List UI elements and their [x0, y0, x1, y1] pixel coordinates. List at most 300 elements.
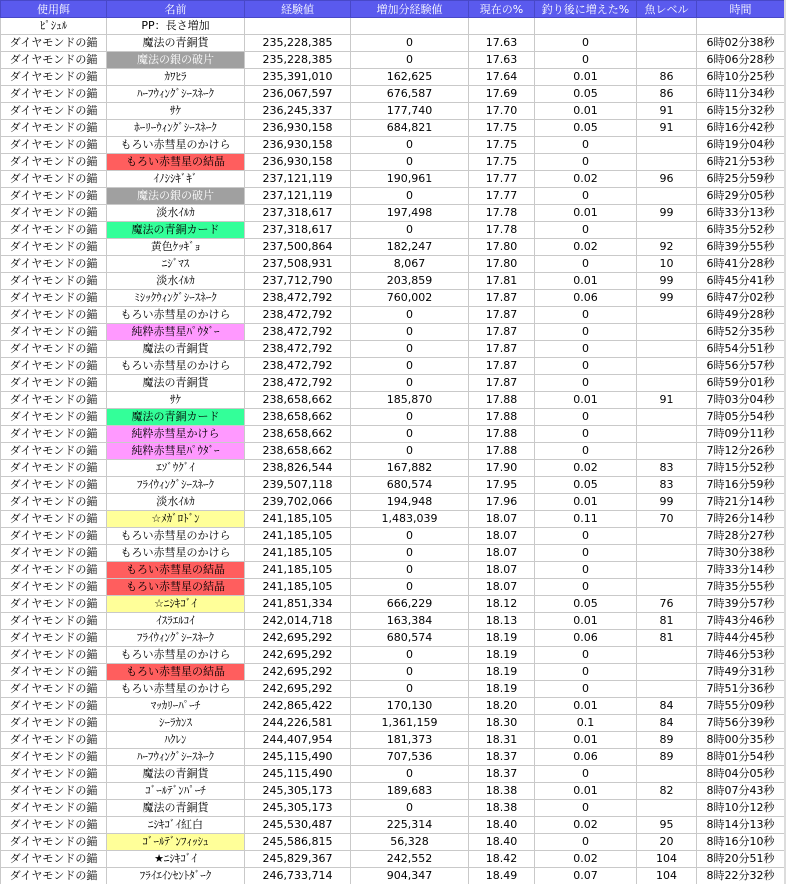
cell-increase-percent[interactable]: 0.11: [535, 511, 637, 528]
cell-name[interactable]: もろい赤彗星の結晶: [107, 562, 245, 579]
cell-increase-percent[interactable]: 0.01: [535, 392, 637, 409]
cell-current-percent[interactable]: 18.19: [469, 681, 535, 698]
cell-time[interactable]: [697, 18, 785, 35]
cell-name[interactable]: 純粋赤彗星ﾊﾟｳﾀﾞｰ: [107, 324, 245, 341]
cell-lure[interactable]: ダイヤモンドの錨: [1, 358, 107, 375]
cell-name[interactable]: もろい赤彗星のかけら: [107, 307, 245, 324]
cell-experience[interactable]: 238,472,792: [245, 307, 351, 324]
cell-increase-percent[interactable]: 0: [535, 256, 637, 273]
cell-increase-percent[interactable]: 0: [535, 579, 637, 596]
cell-current-percent[interactable]: 17.78: [469, 205, 535, 222]
cell-time[interactable]: 6時41分28秒: [697, 256, 785, 273]
cell-fish-level[interactable]: [637, 137, 697, 154]
cell-experience[interactable]: 238,472,792: [245, 341, 351, 358]
cell-current-percent[interactable]: 18.40: [469, 817, 535, 834]
cell-increase-percent[interactable]: 0: [535, 562, 637, 579]
cell-experience[interactable]: 245,530,487: [245, 817, 351, 834]
cell-gained-experience[interactable]: 0: [351, 426, 469, 443]
cell-increase-percent[interactable]: 0: [535, 35, 637, 52]
cell-lure[interactable]: ダイヤモンドの錨: [1, 324, 107, 341]
cell-gained-experience[interactable]: 707,536: [351, 749, 469, 766]
cell-name[interactable]: ﾌﾗｲｳｨﾝｸﾞｼｰｽﾈｰｸ: [107, 477, 245, 494]
cell-lure[interactable]: ダイヤモンドの錨: [1, 851, 107, 868]
cell-name[interactable]: ｻｹ: [107, 392, 245, 409]
cell-fish-level[interactable]: 91: [637, 392, 697, 409]
cell-fish-level[interactable]: 82: [637, 783, 697, 800]
cell-name[interactable]: もろい赤彗星のかけら: [107, 647, 245, 664]
cell-time[interactable]: 6時49分28秒: [697, 307, 785, 324]
cell-increase-percent[interactable]: 0: [535, 341, 637, 358]
cell-lure[interactable]: ダイヤモンドの錨: [1, 545, 107, 562]
cell-experience[interactable]: 241,185,105: [245, 528, 351, 545]
cell-experience[interactable]: 238,472,792: [245, 324, 351, 341]
cell-fish-level[interactable]: [637, 35, 697, 52]
cell-lure[interactable]: ダイヤモンドの錨: [1, 69, 107, 86]
cell-lure[interactable]: ダイヤモンドの錨: [1, 834, 107, 851]
cell-increase-percent[interactable]: 0.02: [535, 851, 637, 868]
cell-name[interactable]: もろい赤彗星の結晶: [107, 664, 245, 681]
cell-fish-level[interactable]: [637, 766, 697, 783]
cell-fish-level[interactable]: [637, 324, 697, 341]
cell-current-percent[interactable]: 18.19: [469, 630, 535, 647]
cell-lure[interactable]: ダイヤモンドの錨: [1, 613, 107, 630]
cell-name[interactable]: 黄色ｹｯｷﾞｮ: [107, 239, 245, 256]
cell-increase-percent[interactable]: 0: [535, 834, 637, 851]
cell-increase-percent[interactable]: 0: [535, 188, 637, 205]
cell-fish-level[interactable]: 91: [637, 103, 697, 120]
cell-gained-experience[interactable]: 197,498: [351, 205, 469, 222]
cell-lure[interactable]: ダイヤモンドの錨: [1, 732, 107, 749]
cell-current-percent[interactable]: 17.77: [469, 188, 535, 205]
cell-time[interactable]: 6時47分02秒: [697, 290, 785, 307]
cell-name[interactable]: 魔法の青銅貨: [107, 35, 245, 52]
cell-time[interactable]: 7時12分26秒: [697, 443, 785, 460]
cell-lure[interactable]: ダイヤモンドの錨: [1, 137, 107, 154]
cell-gained-experience[interactable]: 684,821: [351, 120, 469, 137]
cell-name[interactable]: ｲｽﾗｴﾙｺｲ: [107, 613, 245, 630]
cell-name[interactable]: 魔法の銀の破片: [107, 188, 245, 205]
cell-experience[interactable]: 237,318,617: [245, 205, 351, 222]
cell-lure[interactable]: ダイヤモンドの錨: [1, 494, 107, 511]
cell-fish-level[interactable]: 104: [637, 851, 697, 868]
cell-name[interactable]: 魔法の青銅貨: [107, 375, 245, 392]
cell-lure[interactable]: ダイヤモンドの錨: [1, 409, 107, 426]
cell-current-percent[interactable]: 17.69: [469, 86, 535, 103]
cell-current-percent[interactable]: 18.19: [469, 664, 535, 681]
cell-lure[interactable]: ダイヤモンドの錨: [1, 715, 107, 732]
cell-time[interactable]: 8時22分32秒: [697, 868, 785, 884]
cell-experience[interactable]: 237,712,790: [245, 273, 351, 290]
cell-lure[interactable]: ダイヤモンドの錨: [1, 205, 107, 222]
cell-time[interactable]: 6時59分01秒: [697, 375, 785, 392]
cell-increase-percent[interactable]: 0.06: [535, 749, 637, 766]
cell-time[interactable]: 6時21分53秒: [697, 154, 785, 171]
cell-name[interactable]: 純粋赤彗星かけら: [107, 426, 245, 443]
cell-fish-level[interactable]: 91: [637, 120, 697, 137]
cell-time[interactable]: 7時33分14秒: [697, 562, 785, 579]
cell-time[interactable]: 8時16分10秒: [697, 834, 785, 851]
cell-current-percent[interactable]: 18.40: [469, 834, 535, 851]
cell-fish-level[interactable]: 99: [637, 273, 697, 290]
cell-fish-level[interactable]: [637, 443, 697, 460]
cell-experience[interactable]: 245,586,815: [245, 834, 351, 851]
cell-current-percent[interactable]: 18.31: [469, 732, 535, 749]
cell-name[interactable]: 魔法の銀の破片: [107, 52, 245, 69]
cell-increase-percent[interactable]: 0.01: [535, 783, 637, 800]
cell-time[interactable]: 6時29分05秒: [697, 188, 785, 205]
header-increase-percent[interactable]: 釣り後に増えた%: [535, 1, 637, 18]
cell-increase-percent[interactable]: 0: [535, 222, 637, 239]
cell-experience[interactable]: 236,930,158: [245, 120, 351, 137]
cell-experience[interactable]: 237,121,119: [245, 171, 351, 188]
cell-fish-level[interactable]: [637, 409, 697, 426]
cell-time[interactable]: 6時54分51秒: [697, 341, 785, 358]
cell-gained-experience[interactable]: 0: [351, 681, 469, 698]
cell-lure[interactable]: ダイヤモンドの錨: [1, 443, 107, 460]
cell-time[interactable]: 7時39分57秒: [697, 596, 785, 613]
cell-name[interactable]: 魔法の青銅貨: [107, 800, 245, 817]
cell-increase-percent[interactable]: 0: [535, 800, 637, 817]
cell-name[interactable]: ﾏｯｶﾘｰﾊﾟｰﾁ: [107, 698, 245, 715]
cell-fish-level[interactable]: 86: [637, 86, 697, 103]
cell-experience[interactable]: 237,318,617: [245, 222, 351, 239]
cell-experience[interactable]: 238,658,662: [245, 426, 351, 443]
cell-lure[interactable]: ダイヤモンドの錨: [1, 273, 107, 290]
cell-increase-percent[interactable]: [535, 18, 637, 35]
cell-current-percent[interactable]: 17.87: [469, 324, 535, 341]
cell-lure[interactable]: ダイヤモンドの錨: [1, 630, 107, 647]
cell-increase-percent[interactable]: 0.02: [535, 239, 637, 256]
cell-experience[interactable]: 244,407,954: [245, 732, 351, 749]
cell-current-percent[interactable]: 18.07: [469, 579, 535, 596]
cell-time[interactable]: 7時44分45秒: [697, 630, 785, 647]
cell-current-percent[interactable]: 18.12: [469, 596, 535, 613]
cell-gained-experience[interactable]: 0: [351, 358, 469, 375]
cell-fish-level[interactable]: 89: [637, 732, 697, 749]
cell-fish-level[interactable]: 99: [637, 205, 697, 222]
cell-lure[interactable]: ダイヤモンドの錨: [1, 290, 107, 307]
cell-lure[interactable]: ダイヤモンドの錨: [1, 783, 107, 800]
cell-gained-experience[interactable]: 0: [351, 324, 469, 341]
cell-gained-experience[interactable]: 225,314: [351, 817, 469, 834]
cell-experience[interactable]: 236,245,337: [245, 103, 351, 120]
cell-name[interactable]: ☆ﾆｼｷｺﾞｲ: [107, 596, 245, 613]
cell-time[interactable]: 8時07分43秒: [697, 783, 785, 800]
cell-increase-percent[interactable]: 0.05: [535, 86, 637, 103]
cell-increase-percent[interactable]: 0.02: [535, 460, 637, 477]
cell-increase-percent[interactable]: 0.01: [535, 613, 637, 630]
cell-lure[interactable]: ﾋﾟｼｭﾙ: [1, 18, 107, 35]
cell-fish-level[interactable]: 95: [637, 817, 697, 834]
header-current-percent[interactable]: 現在の%: [469, 1, 535, 18]
cell-time[interactable]: 7時09分11秒: [697, 426, 785, 443]
cell-fish-level[interactable]: 99: [637, 290, 697, 307]
cell-time[interactable]: 6時16分42秒: [697, 120, 785, 137]
cell-gained-experience[interactable]: 185,870: [351, 392, 469, 409]
cell-increase-percent[interactable]: 0: [535, 154, 637, 171]
cell-current-percent[interactable]: 17.95: [469, 477, 535, 494]
cell-name[interactable]: ﾆｼﾞﾏｽ: [107, 256, 245, 273]
cell-lure[interactable]: ダイヤモンドの錨: [1, 698, 107, 715]
cell-increase-percent[interactable]: 0: [535, 409, 637, 426]
cell-time[interactable]: 7時21分14秒: [697, 494, 785, 511]
cell-current-percent[interactable]: 17.75: [469, 154, 535, 171]
cell-fish-level[interactable]: 81: [637, 613, 697, 630]
cell-lure[interactable]: ダイヤモンドの錨: [1, 375, 107, 392]
cell-time[interactable]: 7時26分14秒: [697, 511, 785, 528]
cell-experience[interactable]: 245,305,173: [245, 800, 351, 817]
cell-current-percent[interactable]: 17.88: [469, 392, 535, 409]
cell-lure[interactable]: ダイヤモンドの錨: [1, 35, 107, 52]
cell-experience[interactable]: 241,185,105: [245, 511, 351, 528]
cell-gained-experience[interactable]: 0: [351, 800, 469, 817]
cell-fish-level[interactable]: [637, 579, 697, 596]
cell-increase-percent[interactable]: 0.01: [535, 103, 637, 120]
cell-time[interactable]: 7時55分09秒: [697, 698, 785, 715]
cell-fish-level[interactable]: 70: [637, 511, 697, 528]
cell-experience[interactable]: 238,658,662: [245, 409, 351, 426]
cell-gained-experience[interactable]: 0: [351, 766, 469, 783]
cell-gained-experience[interactable]: 680,574: [351, 630, 469, 647]
cell-current-percent[interactable]: 18.07: [469, 511, 535, 528]
cell-experience[interactable]: 244,226,581: [245, 715, 351, 732]
cell-experience[interactable]: 235,228,385: [245, 52, 351, 69]
cell-gained-experience[interactable]: 0: [351, 154, 469, 171]
cell-increase-percent[interactable]: 0: [535, 681, 637, 698]
cell-lure[interactable]: ダイヤモンドの錨: [1, 171, 107, 188]
cell-fish-level[interactable]: [637, 426, 697, 443]
cell-fish-level[interactable]: [637, 681, 697, 698]
cell-experience[interactable]: 238,472,792: [245, 358, 351, 375]
cell-current-percent[interactable]: 17.88: [469, 443, 535, 460]
cell-experience[interactable]: 246,733,714: [245, 868, 351, 884]
cell-time[interactable]: 8時20分51秒: [697, 851, 785, 868]
cell-fish-level[interactable]: 76: [637, 596, 697, 613]
cell-time[interactable]: 6時15分32秒: [697, 103, 785, 120]
cell-increase-percent[interactable]: 0: [535, 307, 637, 324]
cell-lure[interactable]: ダイヤモンドの錨: [1, 681, 107, 698]
cell-name[interactable]: もろい赤彗星の結晶: [107, 579, 245, 596]
cell-increase-percent[interactable]: 0: [535, 528, 637, 545]
cell-lure[interactable]: ダイヤモンドの錨: [1, 426, 107, 443]
cell-lure[interactable]: ダイヤモンドの錨: [1, 800, 107, 817]
cell-increase-percent[interactable]: 0.06: [535, 630, 637, 647]
cell-increase-percent[interactable]: 0: [535, 52, 637, 69]
cell-experience[interactable]: 242,865,422: [245, 698, 351, 715]
cell-experience[interactable]: 236,930,158: [245, 154, 351, 171]
cell-current-percent[interactable]: 17.75: [469, 120, 535, 137]
cell-experience[interactable]: 241,185,105: [245, 562, 351, 579]
cell-gained-experience[interactable]: 163,384: [351, 613, 469, 630]
cell-fish-level[interactable]: 83: [637, 460, 697, 477]
cell-fish-level[interactable]: 83: [637, 477, 697, 494]
cell-time[interactable]: 6時33分13秒: [697, 205, 785, 222]
cell-fish-level[interactable]: [637, 341, 697, 358]
cell-experience[interactable]: 238,826,544: [245, 460, 351, 477]
cell-current-percent[interactable]: 17.63: [469, 35, 535, 52]
cell-increase-percent[interactable]: 0: [535, 647, 637, 664]
cell-name[interactable]: ﾊｰﾌｳｨﾝｸﾞｼｰｽﾈｰｸ: [107, 749, 245, 766]
cell-current-percent[interactable]: 17.77: [469, 171, 535, 188]
cell-gained-experience[interactable]: 0: [351, 188, 469, 205]
cell-current-percent[interactable]: 17.75: [469, 137, 535, 154]
cell-time[interactable]: 6時56分57秒: [697, 358, 785, 375]
cell-name[interactable]: 淡水ｲﾙｶ: [107, 494, 245, 511]
cell-increase-percent[interactable]: 0: [535, 358, 637, 375]
cell-experience[interactable]: 238,472,792: [245, 375, 351, 392]
cell-name[interactable]: もろい赤彗星のかけら: [107, 358, 245, 375]
cell-current-percent[interactable]: 17.78: [469, 222, 535, 239]
cell-name[interactable]: ﾌﾗｲｳｨﾝｸﾞｼｰｽﾈｰｸ: [107, 630, 245, 647]
cell-fish-level[interactable]: 96: [637, 171, 697, 188]
cell-experience[interactable]: 235,228,385: [245, 35, 351, 52]
cell-current-percent[interactable]: 18.20: [469, 698, 535, 715]
cell-fish-level[interactable]: 84: [637, 698, 697, 715]
cell-name[interactable]: もろい赤彗星のかけら: [107, 137, 245, 154]
cell-time[interactable]: 6時25分59秒: [697, 171, 785, 188]
cell-time[interactable]: 7時16分59秒: [697, 477, 785, 494]
cell-increase-percent[interactable]: 0.01: [535, 698, 637, 715]
cell-increase-percent[interactable]: 0.01: [535, 205, 637, 222]
cell-gained-experience[interactable]: 189,683: [351, 783, 469, 800]
cell-gained-experience[interactable]: 181,373: [351, 732, 469, 749]
cell-experience[interactable]: 239,507,118: [245, 477, 351, 494]
cell-experience[interactable]: 242,695,292: [245, 664, 351, 681]
cell-gained-experience[interactable]: 1,483,039: [351, 511, 469, 528]
cell-lure[interactable]: ダイヤモンドの錨: [1, 222, 107, 239]
cell-increase-percent[interactable]: 0.1: [535, 715, 637, 732]
cell-fish-level[interactable]: 89: [637, 749, 697, 766]
cell-gained-experience[interactable]: 0: [351, 664, 469, 681]
cell-lure[interactable]: ダイヤモンドの錨: [1, 766, 107, 783]
cell-increase-percent[interactable]: 0: [535, 426, 637, 443]
cell-gained-experience[interactable]: 162,625: [351, 69, 469, 86]
cell-experience[interactable]: 245,829,367: [245, 851, 351, 868]
cell-gained-experience[interactable]: 8,067: [351, 256, 469, 273]
cell-name[interactable]: 魔法の青銅カード: [107, 409, 245, 426]
cell-fish-level[interactable]: 99: [637, 494, 697, 511]
cell-fish-level[interactable]: 84: [637, 715, 697, 732]
cell-increase-percent[interactable]: 0.06: [535, 290, 637, 307]
cell-lure[interactable]: ダイヤモンドの錨: [1, 477, 107, 494]
cell-time[interactable]: 8時10分12秒: [697, 800, 785, 817]
cell-current-percent[interactable]: 18.37: [469, 766, 535, 783]
cell-increase-percent[interactable]: 0: [535, 766, 637, 783]
cell-fish-level[interactable]: [637, 800, 697, 817]
cell-current-percent[interactable]: 17.96: [469, 494, 535, 511]
cell-gained-experience[interactable]: 0: [351, 562, 469, 579]
cell-experience[interactable]: 238,472,792: [245, 290, 351, 307]
cell-name[interactable]: もろい赤彗星の結晶: [107, 154, 245, 171]
cell-gained-experience[interactable]: 1,361,159: [351, 715, 469, 732]
cell-gained-experience[interactable]: 0: [351, 375, 469, 392]
cell-fish-level[interactable]: [637, 307, 697, 324]
cell-lure[interactable]: ダイヤモンドの錨: [1, 511, 107, 528]
cell-lure[interactable]: ダイヤモンドの錨: [1, 154, 107, 171]
cell-current-percent[interactable]: 17.87: [469, 290, 535, 307]
header-time[interactable]: 時間: [697, 1, 785, 18]
cell-experience[interactable]: 242,014,718: [245, 613, 351, 630]
cell-gained-experience[interactable]: 0: [351, 52, 469, 69]
cell-lure[interactable]: ダイヤモンドの錨: [1, 460, 107, 477]
cell-gained-experience[interactable]: 0: [351, 35, 469, 52]
cell-gained-experience[interactable]: [351, 18, 469, 35]
cell-name[interactable]: ｻｹ: [107, 103, 245, 120]
cell-time[interactable]: 7時35分55秒: [697, 579, 785, 596]
header-fish-level[interactable]: 魚レベル: [637, 1, 697, 18]
cell-name[interactable]: ﾐｼｯｸｳｨﾝｸﾞｼｰｽﾈｰｸ: [107, 290, 245, 307]
cell-name[interactable]: もろい赤彗星のかけら: [107, 528, 245, 545]
cell-current-percent[interactable]: 18.38: [469, 800, 535, 817]
cell-current-percent[interactable]: 18.07: [469, 545, 535, 562]
cell-current-percent[interactable]: 17.87: [469, 358, 535, 375]
cell-name[interactable]: ｼｰﾗｶﾝｽ: [107, 715, 245, 732]
cell-increase-percent[interactable]: 0.01: [535, 273, 637, 290]
cell-increase-percent[interactable]: 0.05: [535, 120, 637, 137]
cell-increase-percent[interactable]: 0: [535, 375, 637, 392]
cell-name[interactable]: ﾊｰﾌｳｨﾝｸﾞｼｰｽﾈｰｸ: [107, 86, 245, 103]
cell-gained-experience[interactable]: 203,859: [351, 273, 469, 290]
cell-name[interactable]: 魔法の青銅貨: [107, 766, 245, 783]
cell-fish-level[interactable]: [637, 358, 697, 375]
cell-increase-percent[interactable]: 0.07: [535, 868, 637, 884]
cell-gained-experience[interactable]: 676,587: [351, 86, 469, 103]
cell-experience[interactable]: 245,305,173: [245, 783, 351, 800]
cell-lure[interactable]: ダイヤモンドの錨: [1, 392, 107, 409]
cell-fish-level[interactable]: [637, 375, 697, 392]
cell-increase-percent[interactable]: 0.02: [535, 171, 637, 188]
cell-gained-experience[interactable]: 177,740: [351, 103, 469, 120]
cell-time[interactable]: 8時14分13秒: [697, 817, 785, 834]
cell-name[interactable]: ｲﾉｼｼｷﾞｷﾞ: [107, 171, 245, 188]
cell-current-percent[interactable]: 17.80: [469, 256, 535, 273]
cell-time[interactable]: 6時02分38秒: [697, 35, 785, 52]
cell-time[interactable]: 7時49分31秒: [697, 664, 785, 681]
cell-lure[interactable]: ダイヤモンドの錨: [1, 664, 107, 681]
cell-gained-experience[interactable]: 0: [351, 528, 469, 545]
cell-lure[interactable]: ダイヤモンドの錨: [1, 86, 107, 103]
cell-name[interactable]: ﾊｸﾚﾝ: [107, 732, 245, 749]
cell-fish-level[interactable]: [637, 154, 697, 171]
cell-current-percent[interactable]: 17.64: [469, 69, 535, 86]
cell-experience[interactable]: [245, 18, 351, 35]
cell-time[interactable]: 7時56分39秒: [697, 715, 785, 732]
cell-experience[interactable]: 237,508,931: [245, 256, 351, 273]
cell-fish-level[interactable]: [637, 545, 697, 562]
cell-increase-percent[interactable]: 0: [535, 443, 637, 460]
cell-current-percent[interactable]: 18.07: [469, 562, 535, 579]
cell-gained-experience[interactable]: 0: [351, 137, 469, 154]
cell-increase-percent[interactable]: 0.01: [535, 494, 637, 511]
cell-experience[interactable]: 237,500,864: [245, 239, 351, 256]
cell-name[interactable]: ﾆｼｷｺﾞｲ紅白: [107, 817, 245, 834]
cell-increase-percent[interactable]: 0: [535, 664, 637, 681]
cell-lure[interactable]: ダイヤモンドの錨: [1, 52, 107, 69]
cell-gained-experience[interactable]: 190,961: [351, 171, 469, 188]
cell-name[interactable]: 魔法の青銅カード: [107, 222, 245, 239]
cell-gained-experience[interactable]: 760,002: [351, 290, 469, 307]
cell-time[interactable]: 6時52分35秒: [697, 324, 785, 341]
cell-gained-experience[interactable]: 0: [351, 579, 469, 596]
cell-increase-percent[interactable]: 0.01: [535, 69, 637, 86]
cell-gained-experience[interactable]: 0: [351, 222, 469, 239]
cell-fish-level[interactable]: 10: [637, 256, 697, 273]
cell-increase-percent[interactable]: 0: [535, 137, 637, 154]
cell-time[interactable]: 7時28分27秒: [697, 528, 785, 545]
cell-experience[interactable]: 235,391,010: [245, 69, 351, 86]
cell-gained-experience[interactable]: 167,882: [351, 460, 469, 477]
cell-name[interactable]: ﾌﾗｲｴｲﾝｾﾝﾄﾀﾞｰｸ: [107, 868, 245, 884]
